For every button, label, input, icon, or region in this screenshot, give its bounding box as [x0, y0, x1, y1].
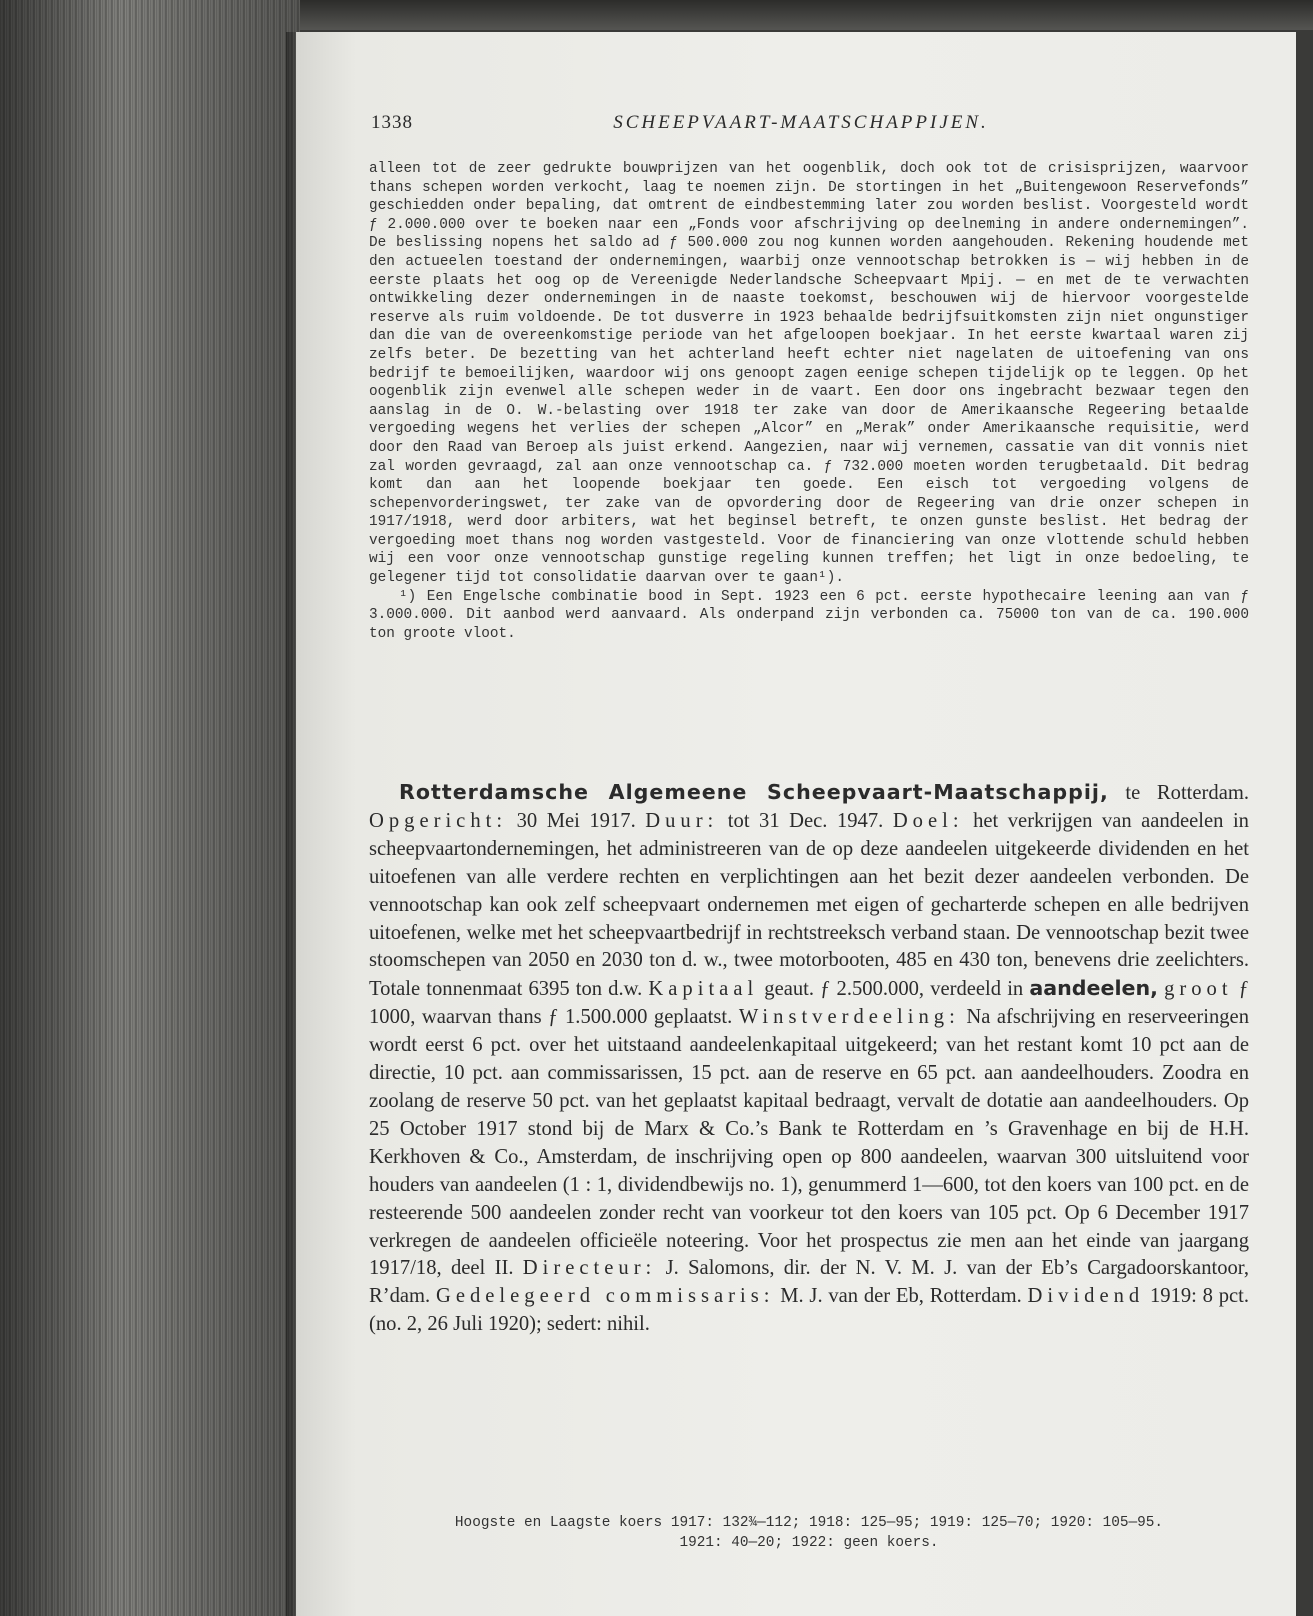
dividend-value: 1919: 8 pct. (no. 2, 26 Juli 1920); sedert: nihil.	[369, 1285, 1250, 1336]
label-kapitaal: Kapitaal	[648, 978, 759, 1001]
running-head	[371, 112, 1231, 142]
entry-paragraph	[369, 779, 1249, 1339]
quotes-line-2: 1921: 40—20; 1922: geen koers.	[679, 1535, 939, 1551]
winstverdeeling-value: Na afschrijving en reserveeringen wordt eerst 6 pct. over het uitstaand aandeelenkapitaal uitgekeerd; van het restant komt 10 pct aan de directie, 10 pct. aan commissarissen, 15 pct. aan de reserve en 65 pct. aan aandeelhouders. Zoodra en zoolang de reserve 50 pct. van het geplaatst kapitaal bedraagt, vervalt de dotatie aan aandeelhouders. Op 25 October 1917 stond bij de Marx & Co.’s Bank te Rotterdam en ’s Gravenhage en bij de H.H. Kerkhoven & Co., Amsterdam, de inschrijving open op 800 aandeelen, waarvan 300 uitsluitend voor houders van aandeelen (1 : 1, dividendbewijs no. 1), genummerd 1—600, tot den koers van 100 pct. en de resteerende 500 aandeelen zonder recht van voorkeur tot den koers van 105 pct. Op 6 December 1917 verkregen de aandeelen officieële noteering. Voor het prospectus zie men aan het einde van jaargang 1917/18, deel II.	[369, 1006, 1249, 1280]
book-page	[296, 32, 1296, 1616]
company-seat: te Rotterdam.	[1125, 782, 1249, 804]
label-directeur: Directeur:	[522, 1257, 657, 1280]
label-commissaris: Gedelegeerd commissaris:	[435, 1285, 775, 1308]
commissaris-value: M. J. van der Eb, Rotterdam.	[780, 1285, 1022, 1308]
groot-value: ƒ 1000, waarvan thans ƒ 1.500.000 geplaatst.	[369, 978, 1249, 1029]
label-duur: Duur:	[645, 809, 719, 832]
label-doel: Doel:	[892, 809, 964, 832]
doel-value: het verkrijgen van aandeelen in scheepvaartondernemingen, het administreeren van de op deze aandeelen uitgekeerde dividenden en het uitoefenen van alle verdere rechten en verplichtingen aan het bezit dezer aandeelen verbonden. De vennootschap kan ook zelf scheepvaart ondernemen met eigen of gecharterde schepen en alle bedrijven uitoefenen, welke met het scheepvaartbedrijf in rechtstreeksch verband staan. De vennootschap bezit twee stoomschepen van 2050 en 2030 ton d. w., twee motorbooten, 485 en 430 ton, benevens drie zeelichters. Totale tonnenmaat 6395 ton d.w.	[369, 809, 1249, 1001]
kapitaal-value: geaut. ƒ 2.500.000, verdeeld in	[764, 978, 1024, 1001]
continued-report-text	[369, 160, 1249, 643]
label-dividend: Dividend	[1027, 1285, 1145, 1308]
footnote-text: ¹) Een Engelsche combinatie bood in Sept. 1923 een 6 pct. eerste hypothecaire leening aan van ƒ 3.000.000. Dit aanbod werd aanvaard. Als onderpand zijn verbonden ca. 75000 ton van de ca. 190.000 ton groote vloot.	[369, 588, 1249, 642]
page-number: 1338	[371, 112, 413, 133]
company-name: Rotterdamsche Algemeene Scheepvaart-Maatschappij,	[399, 780, 1109, 804]
label-opgericht: Opgericht:	[369, 809, 508, 832]
company-entry	[369, 779, 1249, 1339]
price-quotes	[369, 1513, 1249, 1553]
quotes-line-1: Hoogste en Laagste koers 1917: 132¾—112; 1918: 125—95; 1919: 125—70; 1920: 105—95.	[454, 1515, 1164, 1531]
label-winstverdeeling: Winstverdeeling:	[738, 1006, 960, 1029]
book-edge-shadow	[0, 0, 300, 1616]
continued-paragraph: alleen tot de zeer gedrukte bouwprijzen van het oogenblik, doch ook tot de crisisprijzen, waarvoor thans schepen worden verkocht, laag te noemen zijn. De stortingen in het „Buitengewoon Reservefonds” geschiedden onder bepaling, dat omtrent de eindbestemming later zou worden beslist. Voorgesteld wordt ƒ 2.000.000 over te boeken naar een „Fonds voor afschrijving op deelneming in andere ondernemingen”. De beslissing nopens het saldo ad ƒ 500.000 zou nog kunnen worden aangehouden. Rekening houdende met den actueelen toestand der ondernemingen, waarbij onze vennootschap betrokken is — wij hebben in de eerste plaats het oog op de Vereenigde Nederlandsche Scheepvaart Mpij. — en met de te verwachten ontwikkeling dezer ondernemingen in de naaste toekomst, beschouwen wij de hiervoor voorgestelde reserve als ruim voldoende. De tot dusverre in 1923 behaalde bedrijfsuitkomsten zijn niet ongunstiger dan die van de overeenkomstige periode van het afgeloopen boekjaar. In het eerste kwartaal waren zij zelfs beter. De bezetting van het achterland heeft echter niet nagelaten de uitoefening van ons bedrijf te bemoeilijken, waardoor wij ons genoopt zagen eenige schepen tijdelijk op te leggen. Op het oogenblik zijn evenwel alle schepen weder in de vaart. Een door ons ingebracht bezwaar tegen den aanslag in de O. W.-belasting over 1918 ter zake van door de Amerikaansche Regeering betaalde vergoeding wegens het verlies der schepen „Alcor” en „Merak” onder Amerikaansche requisitie, werd door den Raad van Beroep als juist erkend. Aangezien, naar wij vernemen, cassatie van dit vonnis niet zal worden gevraagd, zal aan onze vennootschap ca. ƒ 732.000 moeten worden terugbetaald. Dit bedrag komt dan aan het loopende boekjaar ten goede. Een eisch tot vergoeding volgens de schepenvorderingswet, ter zake van de opvordering door de Regeering van drie onzer schepen in 1917/1918, werd door arbiters, wat het beginsel betreft, te onzen gunste beslist. Het bedrag der vergoeding moet thans nog worden vastgesteld. Voor de financiering van onze vlottende schuld hebben wij een voor onze vennootschap gunstige regeling kunnen treffen; het ligt in onze bedoeling, te gelegener tijd tot consolidatie daarvan over te gaan¹).	[369, 161, 1249, 587]
footnote	[369, 588, 1249, 644]
aandeelen-heading: aandeelen,	[1029, 976, 1158, 1001]
label-groot: groot	[1164, 978, 1233, 1001]
opgericht-value: 30 Mei 1917.	[516, 809, 636, 832]
running-title: SCHEEPVAART-MAATSCHAPPIJEN.	[613, 112, 989, 133]
directeur-value: J. Salomons, dir. der N. V. M. J. van der Eb’s Cargadoorskantoor, R’dam.	[369, 1257, 1249, 1308]
duur-value: tot 31 Dec. 1947.	[727, 809, 884, 832]
